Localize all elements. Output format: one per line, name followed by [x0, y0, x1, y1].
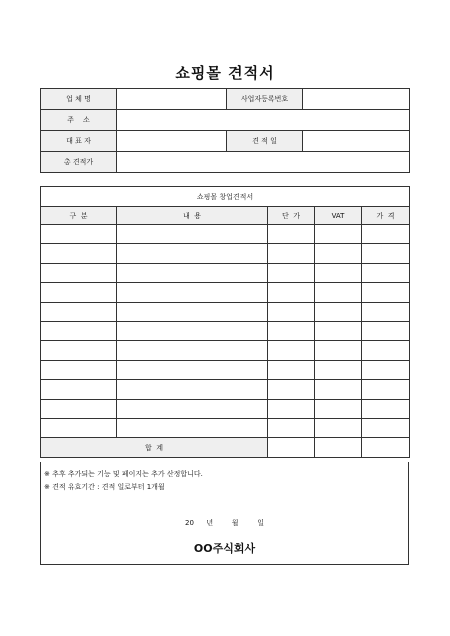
unit-price-cell[interactable]: [268, 225, 315, 244]
price-cell[interactable]: [362, 418, 410, 437]
header-content: 내 용: [117, 207, 268, 225]
table-row: [41, 399, 410, 418]
vat-cell[interactable]: [315, 263, 362, 282]
quote-date-field[interactable]: [303, 131, 410, 152]
price-cell[interactable]: [362, 244, 410, 263]
table-row: [41, 283, 410, 302]
category-cell[interactable]: [41, 418, 117, 437]
content-cell[interactable]: [117, 225, 268, 244]
category-cell[interactable]: [41, 283, 117, 302]
category-cell[interactable]: [41, 321, 117, 340]
table-row: [41, 418, 410, 437]
table-row: [41, 244, 410, 263]
unit-price-cell[interactable]: [268, 321, 315, 340]
content-cell[interactable]: [117, 380, 268, 399]
ceo-label: 대 표 자: [41, 131, 117, 152]
unit-price-cell[interactable]: [268, 360, 315, 379]
price-cell[interactable]: [362, 321, 410, 340]
price-cell[interactable]: [362, 263, 410, 282]
address-label: 주 소: [41, 110, 117, 131]
table-row: [41, 380, 410, 399]
content-cell[interactable]: [117, 302, 268, 321]
company-name-label: 업 체 명: [41, 89, 117, 110]
date-line: 20 년 월 일: [185, 519, 264, 527]
unit-price-cell[interactable]: [268, 380, 315, 399]
table-row: [41, 341, 410, 360]
unit-price-cell[interactable]: [268, 283, 315, 302]
total-price-cell[interactable]: [362, 438, 410, 458]
price-cell[interactable]: [362, 341, 410, 360]
total-quote-label: 총 견적가: [41, 152, 117, 173]
company-signature: OO주식회사: [193, 542, 256, 555]
header-price: 가 격: [362, 207, 410, 225]
total-vat-cell[interactable]: [315, 438, 362, 458]
quote-date-label: 견 적 일: [227, 131, 303, 152]
biz-reg-label: 사업자등록번호: [227, 89, 303, 110]
unit-price-cell[interactable]: [268, 341, 315, 360]
address-field[interactable]: [117, 110, 410, 131]
content-cell[interactable]: [117, 244, 268, 263]
vat-cell[interactable]: [315, 360, 362, 379]
content-cell[interactable]: [117, 341, 268, 360]
page-title: 쇼핑몰 견적서: [175, 64, 275, 82]
content-cell[interactable]: [117, 399, 268, 418]
content-cell[interactable]: [117, 360, 268, 379]
header-vat: VAT: [315, 207, 362, 225]
vat-cell[interactable]: [315, 283, 362, 302]
items-table: [40, 186, 410, 458]
category-cell[interactable]: [41, 302, 117, 321]
category-cell[interactable]: [41, 380, 117, 399]
header-category: 구 분: [41, 207, 117, 225]
unit-price-cell[interactable]: [268, 263, 315, 282]
items-caption: 쇼핑몰 창업견적서: [41, 187, 410, 207]
table-row: [41, 263, 410, 282]
total-label: 합 계: [41, 438, 268, 458]
vat-cell[interactable]: [315, 321, 362, 340]
info-table: [40, 88, 410, 173]
vat-cell[interactable]: [315, 399, 362, 418]
content-cell[interactable]: [117, 418, 268, 437]
table-row: [41, 225, 410, 244]
price-cell[interactable]: [362, 283, 410, 302]
total-unit-price-cell[interactable]: [268, 438, 315, 458]
price-cell[interactable]: [362, 399, 410, 418]
price-cell[interactable]: [362, 225, 410, 244]
unit-price-cell[interactable]: [268, 418, 315, 437]
ceo-field[interactable]: [117, 131, 227, 152]
category-cell[interactable]: [41, 225, 117, 244]
category-cell[interactable]: [41, 341, 117, 360]
total-quote-field[interactable]: [117, 152, 410, 173]
unit-price-cell[interactable]: [268, 302, 315, 321]
company-name-field[interactable]: [117, 89, 227, 110]
category-cell[interactable]: [41, 263, 117, 282]
table-row: [41, 302, 410, 321]
vat-cell[interactable]: [315, 418, 362, 437]
header-unit-price: 단 가: [268, 207, 315, 225]
price-cell[interactable]: [362, 302, 410, 321]
vat-cell[interactable]: [315, 302, 362, 321]
biz-reg-field[interactable]: [303, 89, 410, 110]
table-row: [41, 360, 410, 379]
unit-price-cell[interactable]: [268, 399, 315, 418]
vat-cell[interactable]: [315, 341, 362, 360]
note-validity-period: ※ 견적 유효기간 : 견적 일로부터 1개월: [44, 483, 165, 491]
unit-price-cell[interactable]: [268, 244, 315, 263]
vat-cell[interactable]: [315, 380, 362, 399]
notes-section: [40, 462, 409, 565]
content-cell[interactable]: [117, 321, 268, 340]
price-cell[interactable]: [362, 380, 410, 399]
price-cell[interactable]: [362, 360, 410, 379]
category-cell[interactable]: [41, 244, 117, 263]
table-row: [41, 321, 410, 340]
content-cell[interactable]: [117, 283, 268, 302]
vat-cell[interactable]: [315, 244, 362, 263]
vat-cell[interactable]: [315, 225, 362, 244]
note-additional-features: ※ 추후 추가되는 기능 및 페이지는 추가 산정합니다.: [44, 470, 203, 478]
content-cell[interactable]: [117, 263, 268, 282]
category-cell[interactable]: [41, 360, 117, 379]
category-cell[interactable]: [41, 399, 117, 418]
